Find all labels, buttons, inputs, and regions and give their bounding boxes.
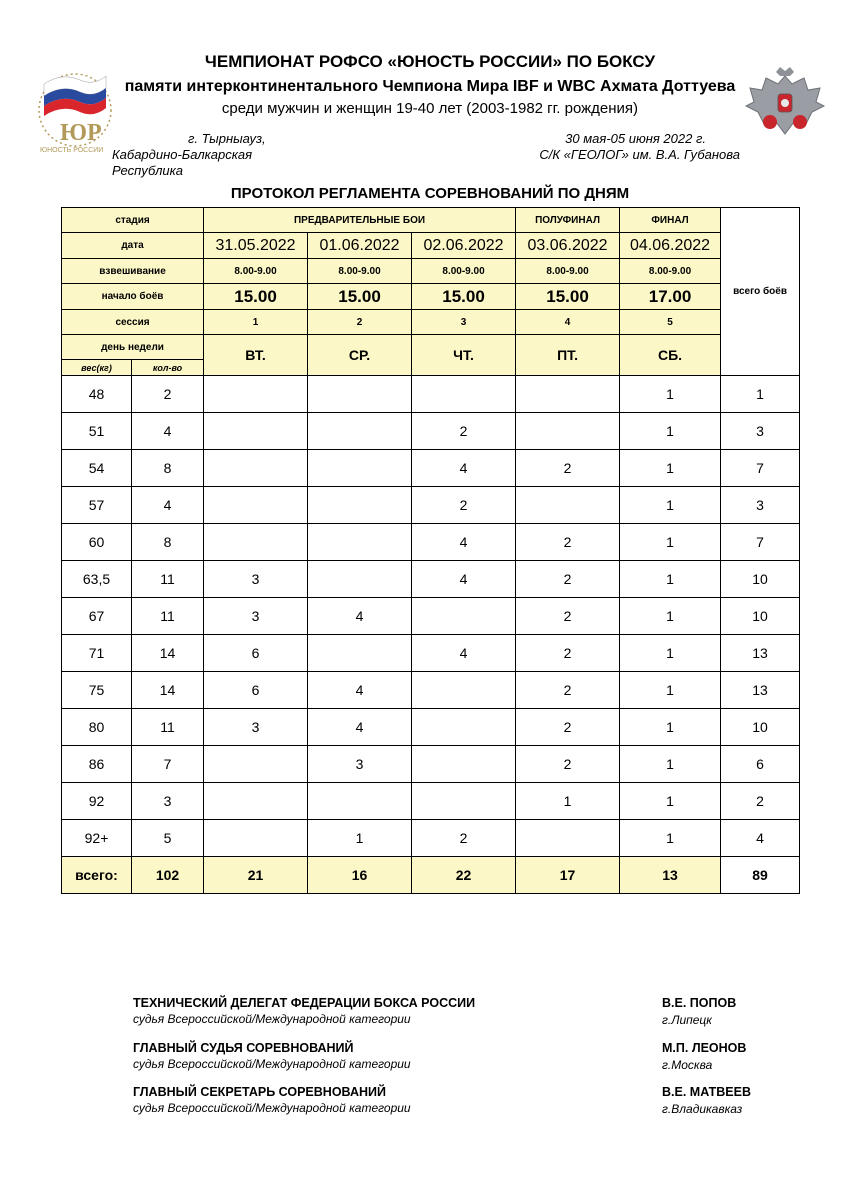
start-cell: 15.00 — [516, 284, 620, 310]
total-bouts-header: всего боёв — [721, 208, 800, 376]
date-cell: 01.06.2022 — [308, 233, 412, 259]
weekday-cell: СБ. — [620, 335, 721, 376]
weight-col-header: вес(кг) — [62, 360, 132, 376]
bouts-cell — [412, 783, 516, 820]
signature-name: М.П. ЛЕОНОВ — [662, 1041, 747, 1055]
memorial-subtitle: памяти интерконтинентального Чемпиона Мира IBF и WBC Ахмата Доттуева — [124, 78, 736, 95]
bouts-cell: 4 — [412, 561, 516, 598]
totals-label: всего: — [62, 857, 132, 894]
signature-name: В.Е. МАТВЕЕВ — [662, 1085, 751, 1099]
session-cell: 5 — [620, 310, 721, 335]
bouts-cell — [204, 783, 308, 820]
bouts-cell — [204, 413, 308, 450]
totals-day: 21 — [204, 857, 308, 894]
count-col-header: кол-во — [132, 360, 204, 376]
bouts-cell: 2 — [516, 709, 620, 746]
weight-class-cell: 80 — [62, 709, 132, 746]
start-cell: 15.00 — [308, 284, 412, 310]
signature-name: В.Е. ПОПОВ — [662, 996, 737, 1010]
signature-role: ГЛАВНЫЙ СУДЬЯ СОРЕВНОВАНИЙ — [133, 1041, 354, 1055]
row-total-cell: 10 — [721, 561, 800, 598]
bouts-cell — [204, 487, 308, 524]
bouts-cell — [516, 376, 620, 413]
start-cell: 15.00 — [204, 284, 308, 310]
count-cell: 8 — [132, 450, 204, 487]
row-total-cell: 13 — [721, 635, 800, 672]
count-cell: 7 — [132, 746, 204, 783]
signature-chief-secretary — [133, 1085, 753, 1115]
bouts-cell: 2 — [516, 598, 620, 635]
table-row — [62, 635, 800, 672]
bouts-cell — [412, 376, 516, 413]
signature-category: судья Всероссийской/Международной категории — [133, 1012, 411, 1026]
bouts-cell: 1 — [620, 709, 721, 746]
date-cell: 31.05.2022 — [204, 233, 308, 259]
weekday-cell: ЧТ. — [412, 335, 516, 376]
weighin-cell: 8.00-9.00 — [204, 259, 308, 284]
bouts-cell: 3 — [204, 598, 308, 635]
totals-all: 89 — [721, 857, 800, 894]
bouts-cell: 1 — [620, 524, 721, 561]
session-cell: 2 — [308, 310, 412, 335]
championship-title: ЧЕМПИОНАТ РОФСО «ЮНОСТЬ РОССИИ» ПО БОКСУ — [204, 52, 656, 71]
stage-final: ФИНАЛ — [620, 208, 721, 233]
bouts-cell: 1 — [620, 672, 721, 709]
row-total-cell: 4 — [721, 820, 800, 857]
bouts-cell: 4 — [412, 450, 516, 487]
weight-class-cell: 60 — [62, 524, 132, 561]
bouts-cell — [204, 746, 308, 783]
weight-class-cell: 71 — [62, 635, 132, 672]
totals-count: 102 — [132, 857, 204, 894]
bouts-cell: 2 — [516, 524, 620, 561]
weight-class-cell: 48 — [62, 376, 132, 413]
table-row — [62, 746, 800, 783]
weight-class-cell: 57 — [62, 487, 132, 524]
bouts-cell: 4 — [308, 709, 412, 746]
bouts-cell: 4 — [308, 598, 412, 635]
table-row — [62, 487, 800, 524]
bouts-cell: 2 — [516, 672, 620, 709]
weekday-cell: ВТ. — [204, 335, 308, 376]
bouts-cell — [308, 561, 412, 598]
count-cell: 3 — [132, 783, 204, 820]
bouts-cell — [516, 820, 620, 857]
signature-city: г.Липецк — [662, 1013, 712, 1027]
weight-class-cell: 63,5 — [62, 561, 132, 598]
count-cell: 14 — [132, 635, 204, 672]
weight-class-rows — [62, 376, 800, 857]
count-cell: 4 — [132, 413, 204, 450]
table-row — [62, 524, 800, 561]
bouts-cell — [204, 524, 308, 561]
bouts-cell: 1 — [620, 561, 721, 598]
bouts-cell: 2 — [516, 746, 620, 783]
weekday-label: день недели — [62, 335, 204, 360]
bouts-cell: 2 — [516, 635, 620, 672]
bouts-cell: 4 — [412, 635, 516, 672]
row-total-cell: 10 — [721, 598, 800, 635]
weight-class-cell: 54 — [62, 450, 132, 487]
session-label: сессия — [62, 310, 204, 335]
bouts-cell — [308, 487, 412, 524]
signature-category: судья Всероссийской/Международной категории — [133, 1101, 411, 1115]
bouts-cell — [516, 487, 620, 524]
count-cell: 8 — [132, 524, 204, 561]
session-cell: 3 — [412, 310, 516, 335]
bouts-cell: 3 — [308, 746, 412, 783]
bouts-cell: 1 — [620, 598, 721, 635]
count-cell: 11 — [132, 598, 204, 635]
count-cell: 11 — [132, 709, 204, 746]
count-cell: 14 — [132, 672, 204, 709]
weighin-cell: 8.00-9.00 — [620, 259, 721, 284]
date-cell: 03.06.2022 — [516, 233, 620, 259]
weight-class-cell: 92 — [62, 783, 132, 820]
region: Кабардино-Балкарская Республика — [112, 147, 253, 178]
weighin-label: взвешивание — [62, 259, 204, 284]
bouts-cell: 1 — [620, 820, 721, 857]
bouts-cell: 1 — [620, 413, 721, 450]
count-cell: 2 — [132, 376, 204, 413]
bouts-cell: 1 — [620, 783, 721, 820]
stage-prelim: ПРЕДВАРИТЕЛЬНЫЕ БОИ — [204, 208, 516, 233]
ministry-eagle-emblem — [742, 64, 828, 146]
bouts-cell — [412, 598, 516, 635]
start-label: начало боёв — [62, 284, 204, 310]
weight-class-cell: 51 — [62, 413, 132, 450]
row-total-cell: 10 — [721, 709, 800, 746]
totals-day: 13 — [620, 857, 721, 894]
bouts-cell — [412, 672, 516, 709]
row-total-cell: 6 — [721, 746, 800, 783]
bouts-cell: 1 — [620, 487, 721, 524]
bouts-cell: 6 — [204, 635, 308, 672]
logo-mark: ЮР — [60, 120, 102, 146]
yunost-rossii-logo — [34, 62, 116, 154]
bouts-cell — [412, 709, 516, 746]
start-cell: 17.00 — [620, 284, 721, 310]
totals-day: 22 — [412, 857, 516, 894]
schedule-table — [61, 207, 800, 894]
row-total-cell: 3 — [721, 487, 800, 524]
bouts-cell — [308, 413, 412, 450]
bouts-cell: 2 — [412, 413, 516, 450]
bouts-cell: 4 — [412, 524, 516, 561]
signature-chief-judge — [133, 1041, 753, 1071]
signature-category: судья Всероссийской/Международной категории — [133, 1057, 411, 1071]
bouts-cell: 1 — [620, 635, 721, 672]
weight-class-cell: 67 — [62, 598, 132, 635]
weekday-cell: ПТ. — [516, 335, 620, 376]
date-label: дата — [62, 233, 204, 259]
table-row — [62, 709, 800, 746]
signature-tech-delegate — [133, 996, 753, 1026]
row-total-cell: 3 — [721, 413, 800, 450]
bouts-cell: 2 — [516, 450, 620, 487]
table-row — [62, 672, 800, 709]
bouts-cell: 2 — [516, 561, 620, 598]
row-total-cell: 7 — [721, 450, 800, 487]
bouts-cell — [412, 746, 516, 783]
bouts-cell: 6 — [204, 672, 308, 709]
bouts-cell — [308, 450, 412, 487]
weight-class-cell: 86 — [62, 746, 132, 783]
table-row — [62, 783, 800, 820]
logo-ring-text: ЮНОСТЬ РОССИИ — [40, 147, 104, 154]
weighin-cell: 8.00-9.00 — [412, 259, 516, 284]
weighin-cell: 8.00-9.00 — [516, 259, 620, 284]
row-total-cell: 7 — [721, 524, 800, 561]
weight-class-cell: 75 — [62, 672, 132, 709]
bouts-cell: 3 — [204, 709, 308, 746]
bouts-cell: 1 — [308, 820, 412, 857]
bouts-cell: 4 — [308, 672, 412, 709]
bouts-cell — [308, 783, 412, 820]
bouts-cell — [308, 635, 412, 672]
bouts-cell: 2 — [412, 820, 516, 857]
row-total-cell: 2 — [721, 783, 800, 820]
bouts-cell: 1 — [620, 376, 721, 413]
date-cell: 02.06.2022 — [412, 233, 516, 259]
bouts-cell — [308, 524, 412, 561]
event-dates: 30 мая-05 июня 2022 г. — [565, 131, 706, 146]
bouts-cell — [308, 376, 412, 413]
stage-semi: ПОЛУФИНАЛ — [516, 208, 620, 233]
signature-city: г.Владикавказ — [662, 1102, 743, 1116]
bouts-cell: 1 — [620, 450, 721, 487]
venue: С/К «ГЕОЛОГ» им. В.А. Губанова — [539, 147, 740, 162]
count-cell: 5 — [132, 820, 204, 857]
signature-role: ТЕХНИЧЕСКИЙ ДЕЛЕГАТ ФЕДЕРАЦИИ БОКСА РОССИИ — [133, 996, 476, 1010]
bouts-cell: 3 — [204, 561, 308, 598]
table-row — [62, 450, 800, 487]
weighin-cell: 8.00-9.00 — [308, 259, 412, 284]
row-total-cell: 13 — [721, 672, 800, 709]
table-row — [62, 561, 800, 598]
totals-day: 16 — [308, 857, 412, 894]
start-cell: 15.00 — [412, 284, 516, 310]
table-row — [62, 598, 800, 635]
totals-day: 17 — [516, 857, 620, 894]
dates-venue-block — [500, 131, 740, 163]
weekday-cell: СР. — [308, 335, 412, 376]
count-cell: 4 — [132, 487, 204, 524]
signature-role: ГЛАВНЫЙ СЕКРЕТАРЬ СОРЕВНОВАНИЙ — [133, 1085, 386, 1099]
signature-city: г.Москва — [662, 1058, 713, 1072]
weight-class-cell: 92+ — [62, 820, 132, 857]
row-total-cell: 1 — [721, 376, 800, 413]
protocol-title: ПРОТОКОЛ РЕГЛАМЕНТА СОРЕВНОВАНИЙ ПО ДНЯМ — [230, 185, 630, 202]
bouts-cell — [204, 820, 308, 857]
session-cell: 1 — [204, 310, 308, 335]
session-cell: 4 — [516, 310, 620, 335]
bouts-cell: 2 — [412, 487, 516, 524]
count-cell: 11 — [132, 561, 204, 598]
city: г. Тырныауз, — [188, 131, 266, 146]
date-cell: 04.06.2022 — [620, 233, 721, 259]
bouts-cell — [516, 413, 620, 450]
location-block — [112, 131, 312, 179]
stage-label: стадия — [62, 208, 204, 233]
table-row — [62, 376, 800, 413]
bouts-cell — [204, 450, 308, 487]
table-row — [62, 413, 800, 450]
bouts-cell: 1 — [516, 783, 620, 820]
age-group-subtitle: среди мужчин и женщин 19-40 лет (2003-1982 гг. рождения) — [221, 100, 639, 117]
table-row — [62, 820, 800, 857]
bouts-cell: 1 — [620, 746, 721, 783]
bouts-cell — [204, 376, 308, 413]
